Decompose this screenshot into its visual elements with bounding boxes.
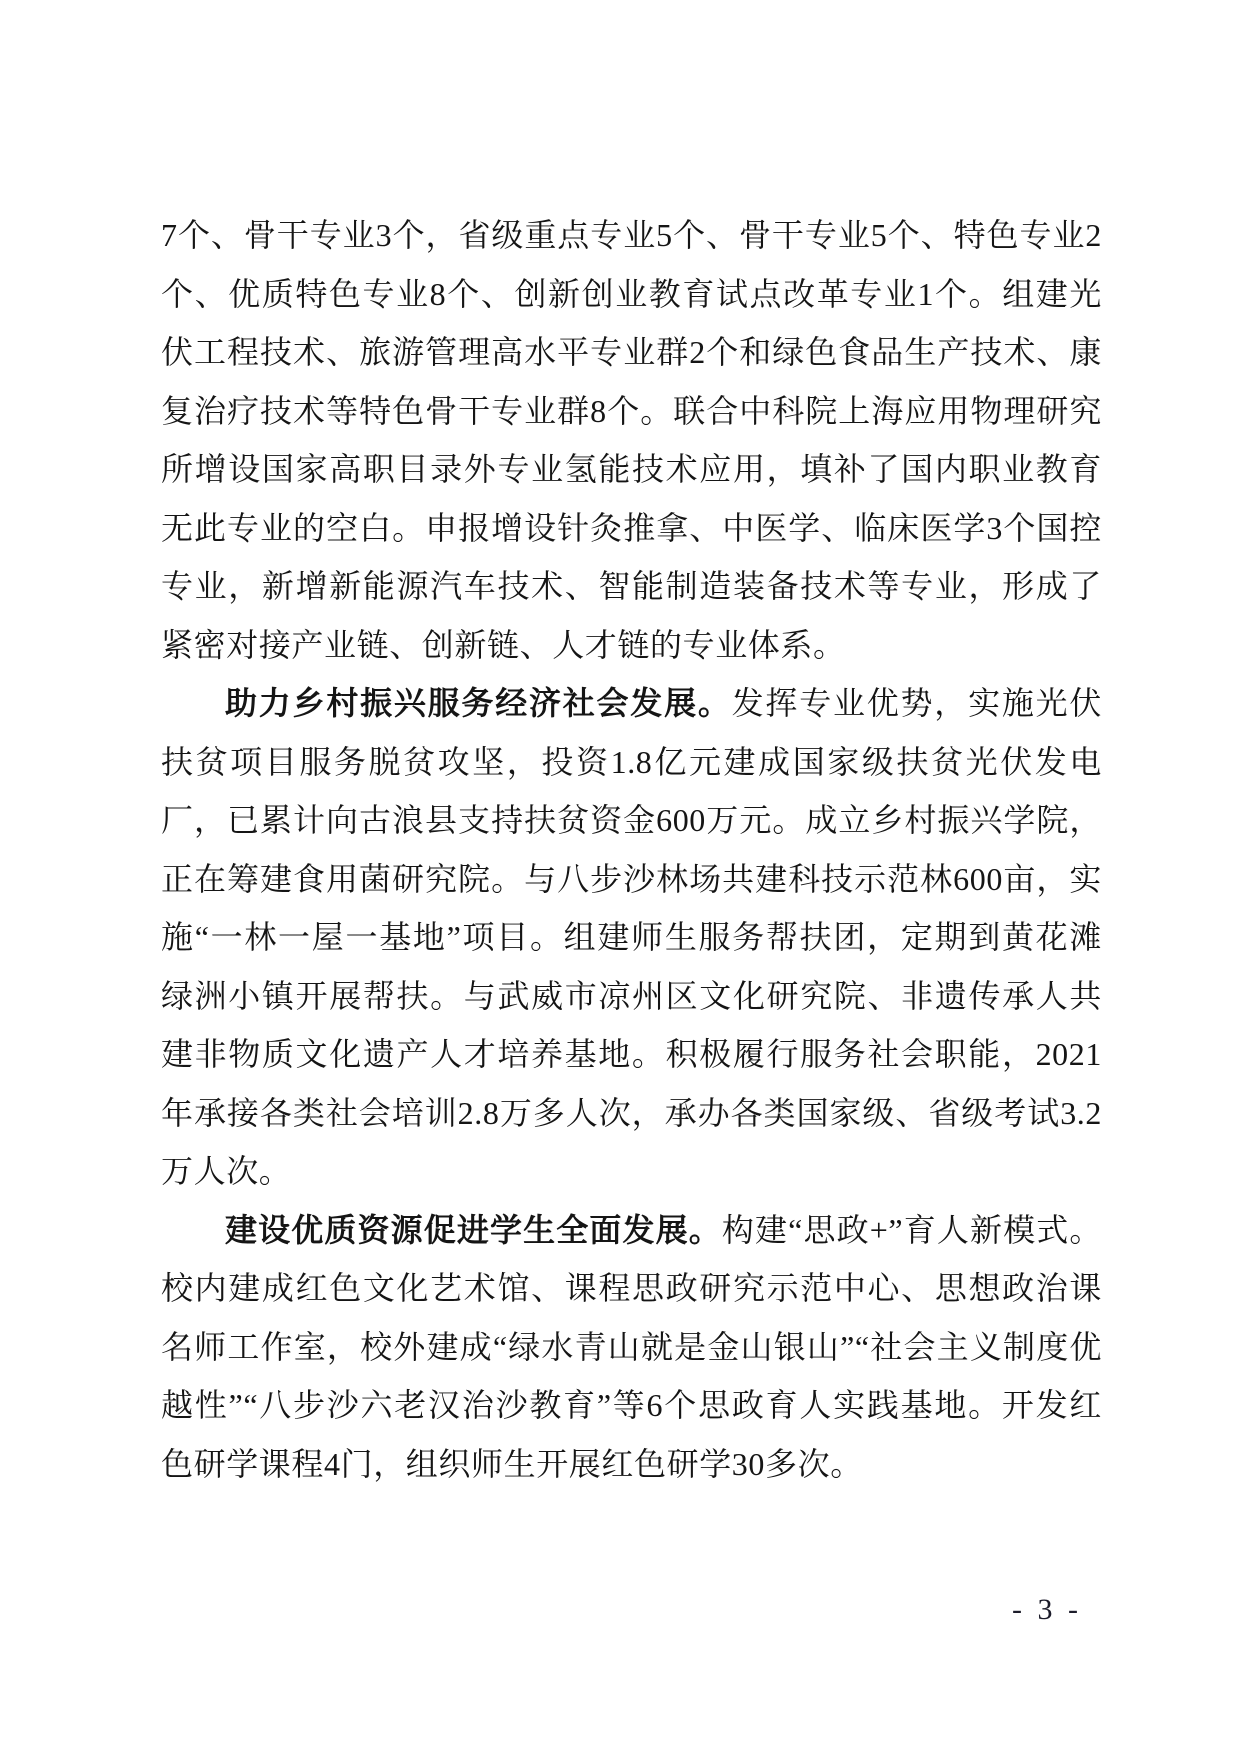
document-body (161, 206, 1102, 1493)
paragraph-rural-revitalization-text: 发挥专业优势，实施光伏扶贫项目服务脱贫攻坚，投资1.8亿元建成国家级扶贫光伏发电厂，已累计向古浪县支持扶贫资金600万元。成立乡村振兴学院，正在筹建食用菌研究院。与八步沙林场共建科技示范林600亩，实施“一林一屋一基地”项目。组建师生服务帮扶团，定期到黄花滩绿洲小镇开展帮扶。与武威市凉州区文化研究院、非遗传承人共建非物质文化遗产人才培养基地。积极履行服务社会职能，2021年承接各类社会培训2.8万多人次，承办各类国家级、省级考试3.2万人次。 (161, 685, 1102, 1189)
paragraph-continuation-text: 7个、骨干专业3个，省级重点专业5个、骨干专业5个、特色专业2个、优质特色专业8个、创新创业教育试点改革专业1个。组建光伏工程技术、旅游管理高水平专业群2个和绿色食品生产技术、康复治疗技术等特色骨干专业群8个。联合中科院上海应用物理研究所增设国家高职目录外专业氢能技术应用，填补了国内职业教育无此专业的空白。申报增设针灸推拿、中医学、临床医学3个国控专业，新增新能源汽车技术、智能制造装备技术等专业，形成了紧密对接产业链、创新链、人才链的专业体系。 (161, 217, 1102, 663)
paragraph-rural-revitalization-heading: 助力乡村振兴服务经济社会发展。 (225, 685, 732, 721)
page-number: - 3 - (1012, 1593, 1082, 1626)
paragraph-rural-revitalization (161, 674, 1102, 1201)
paragraph-quality-resources-text: 构建“思政+”育人新模式。校内建成红色文化艺术馆、课程思政研究示范中心、思想政治课名师工作室，校外建成“绿水青山就是金山银山”“社会主义制度优越性”“八步沙六老汉治沙教育”等6个思政育人实践基地。开发红色研学课程4门，组织师生开展红色研学30多次。 (161, 1211, 1102, 1482)
paragraph-quality-resources (161, 1201, 1102, 1494)
paragraph-continuation (161, 206, 1102, 674)
paragraph-quality-resources-heading: 建设优质资源促进学生全面发展。 (225, 1211, 722, 1248)
